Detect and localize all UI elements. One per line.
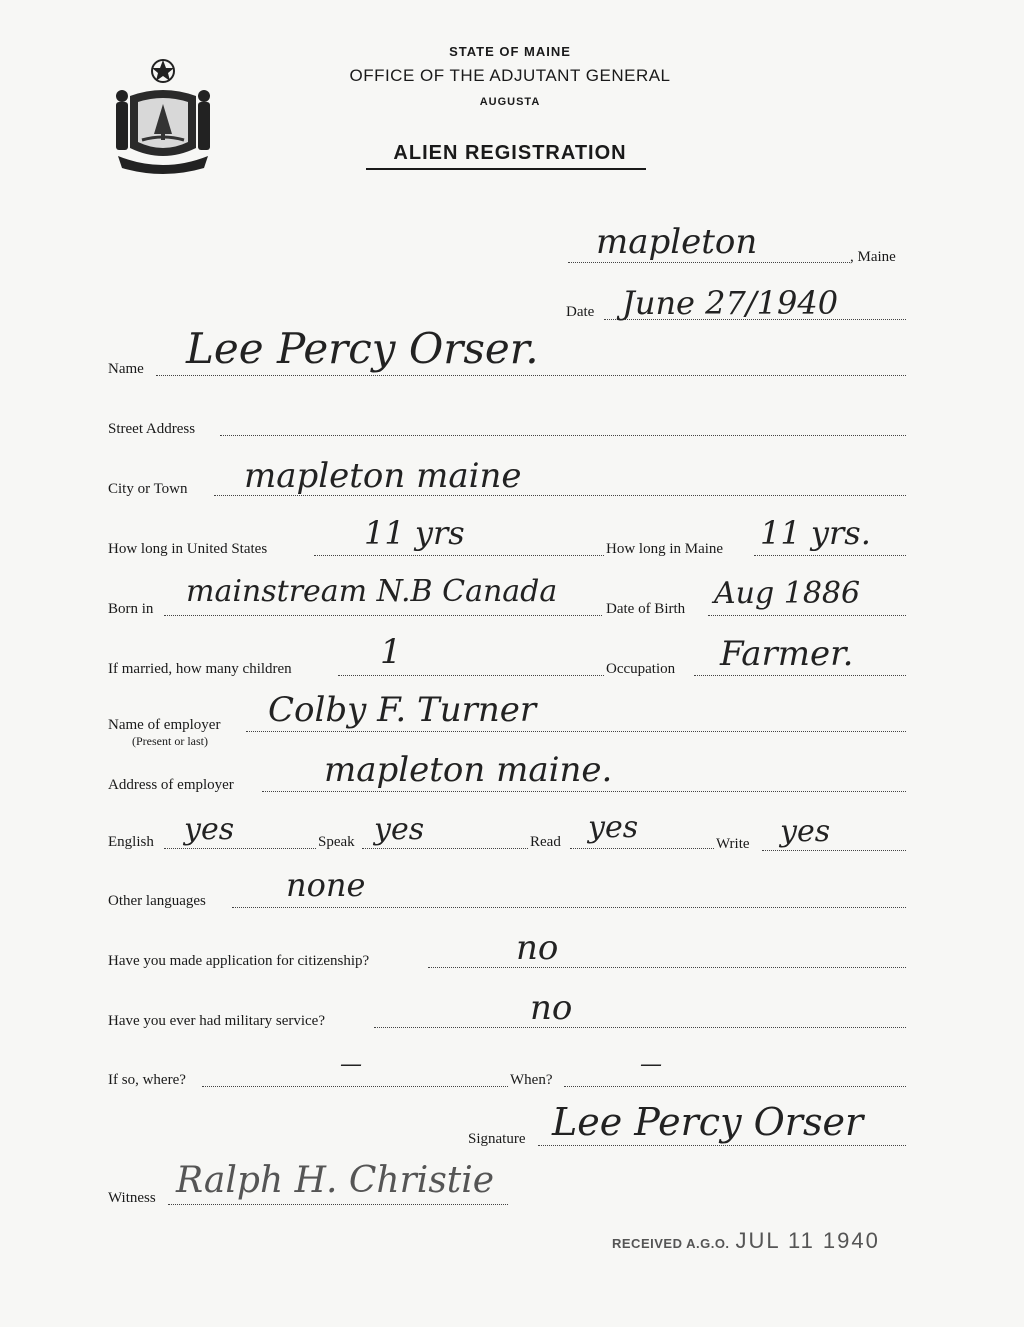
maine-state-seal xyxy=(108,56,218,178)
header-city: AUGUSTA xyxy=(479,96,541,108)
children-line xyxy=(338,675,604,676)
stamp-date: JUL 11 1940 xyxy=(735,1228,880,1253)
how-long-us-line xyxy=(314,555,604,556)
how-long-maine-label: How long in Maine xyxy=(606,541,724,557)
when-value: — xyxy=(640,1052,662,1077)
how-long-us-label: How long in United States xyxy=(108,541,268,557)
dob-value: Aug 1886 xyxy=(714,576,861,611)
occupation-value: Farmer. xyxy=(720,634,854,674)
read-line xyxy=(570,848,714,849)
read-label: Read xyxy=(530,834,561,850)
citizenship-value: no xyxy=(516,928,559,968)
born-in-line xyxy=(164,615,602,616)
form-title: ALIEN REGISTRATION xyxy=(393,142,627,164)
header-office: OFFICE OF THE ADJUTANT GENERAL xyxy=(349,66,671,85)
date-label: Date xyxy=(566,304,595,320)
signature-line xyxy=(538,1145,906,1146)
place-value: mapleton xyxy=(596,222,758,262)
employer-label: Name of employer xyxy=(108,717,221,733)
dob-label: Date of Birth xyxy=(606,601,686,617)
military-line xyxy=(374,1027,906,1028)
children-value: 1 xyxy=(380,632,402,672)
english-label: English xyxy=(108,834,154,850)
speak-label: Speak xyxy=(318,834,355,850)
employer-sublabel: (Present or last) xyxy=(132,734,208,748)
english-value: yes xyxy=(184,812,235,847)
when-label: When? xyxy=(510,1072,553,1088)
where-label: If so, where? xyxy=(108,1072,186,1088)
other-languages-value: none xyxy=(286,866,366,904)
citizenship-label: Have you made application for citizenship? xyxy=(108,953,370,969)
born-in-label: Born in xyxy=(108,601,154,617)
how-long-maine-line xyxy=(754,555,906,556)
name-line xyxy=(156,375,906,376)
where-line xyxy=(202,1086,508,1087)
born-in-value: mainstream N.B Canada xyxy=(186,574,558,609)
signature-label: Signature xyxy=(468,1131,526,1147)
signature-value: Lee Percy Orser xyxy=(552,1100,864,1144)
military-label: Have you ever had military service? xyxy=(108,1013,325,1029)
witness-value: Ralph H. Christie xyxy=(176,1160,495,1201)
how-long-us-value: 11 yrs xyxy=(364,514,465,552)
how-long-maine-value: 11 yrs. xyxy=(760,514,871,552)
witness-line xyxy=(168,1204,508,1205)
write-label: Write xyxy=(716,836,750,852)
children-label: If married, how many children xyxy=(108,661,292,677)
place-suffix: , Maine xyxy=(850,249,896,265)
witness-label: Witness xyxy=(108,1190,156,1206)
employer-line xyxy=(246,731,906,732)
write-value: yes xyxy=(780,814,831,849)
citizenship-line xyxy=(428,967,906,968)
city-value: mapleton maine xyxy=(244,456,522,496)
military-value: no xyxy=(530,988,573,1028)
street-line xyxy=(220,435,906,436)
other-languages-label: Other languages xyxy=(108,893,206,909)
speak-value: yes xyxy=(374,812,425,847)
employer-value: Colby F. Turner xyxy=(268,690,537,730)
name-label: Name xyxy=(108,361,144,377)
other-languages-line xyxy=(232,907,906,908)
occupation-label: Occupation xyxy=(606,661,676,677)
write-line xyxy=(762,850,906,851)
date-value: June 27/1940 xyxy=(622,284,839,322)
name-value: Lee Percy Orser. xyxy=(186,324,539,373)
employer-address-value: mapleton maine. xyxy=(324,750,613,790)
employer-address-line xyxy=(262,791,906,792)
when-line xyxy=(564,1086,906,1087)
read-value: yes xyxy=(588,810,639,845)
place-line xyxy=(568,262,850,263)
occupation-line xyxy=(694,675,906,676)
english-line xyxy=(164,848,316,849)
header-state: STATE OF MAINE xyxy=(449,44,571,59)
street-label: Street Address xyxy=(108,421,196,437)
title-underline xyxy=(366,168,646,170)
city-label: City or Town xyxy=(108,481,188,497)
speak-line xyxy=(362,848,528,849)
employer-address-label: Address of employer xyxy=(108,777,234,793)
dob-line xyxy=(708,615,906,616)
where-value: — xyxy=(340,1052,362,1077)
stamp-received-text: RECEIVED A.G.O. xyxy=(612,1236,730,1251)
received-stamp xyxy=(612,1228,880,1254)
